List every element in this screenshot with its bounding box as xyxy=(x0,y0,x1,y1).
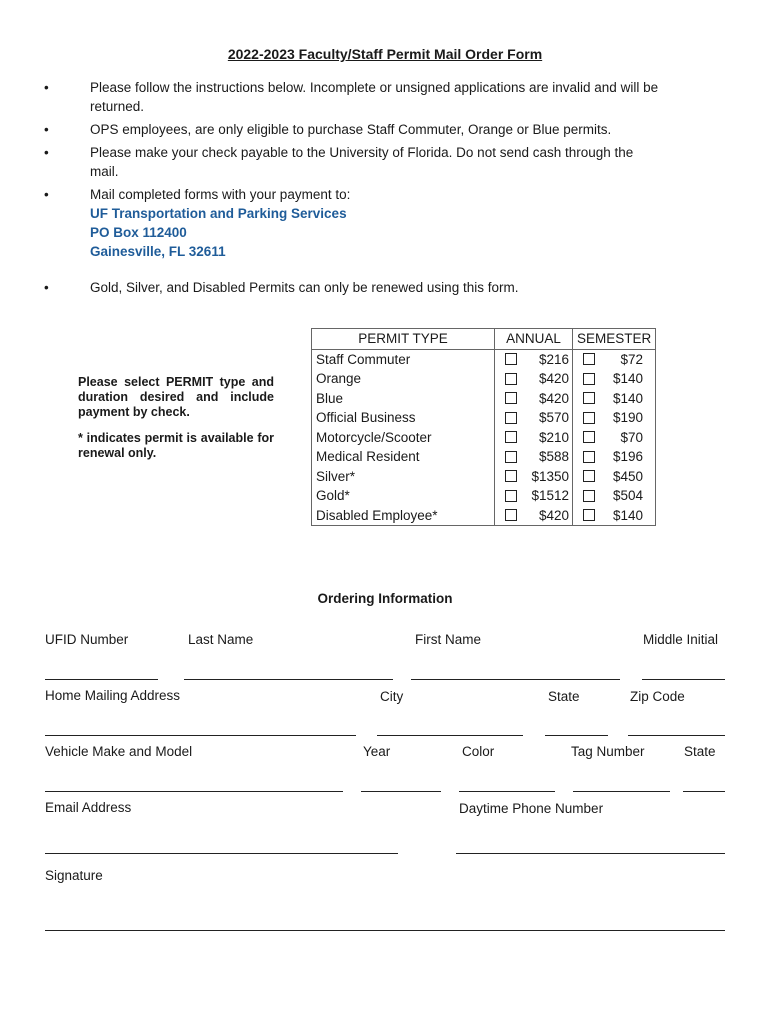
annual-checkbox[interactable] xyxy=(505,412,517,424)
semester-checkbox[interactable] xyxy=(583,431,595,443)
header-annual: ANNUAL xyxy=(495,329,573,350)
semester-cell xyxy=(573,349,656,369)
permit-type: Staff Commuter xyxy=(312,349,495,369)
annual-checkbox[interactable] xyxy=(505,509,517,521)
table-row xyxy=(312,486,656,506)
instruction-text: OPS employees, are only eligible to purchase Staff Commuter, Orange or Blue permits. xyxy=(90,122,612,137)
permit-type: Official Business xyxy=(312,408,495,428)
annual-price: $588 xyxy=(538,449,569,465)
semester-price: $450 xyxy=(612,468,643,484)
annual-cell xyxy=(495,389,573,409)
annual-price: $1350 xyxy=(531,468,569,484)
semester-checkbox[interactable] xyxy=(583,392,595,404)
semester-cell xyxy=(573,428,656,448)
table-row xyxy=(312,389,656,409)
color-label: Color xyxy=(462,744,495,759)
tag-state-field[interactable] xyxy=(683,791,725,792)
mailing-address-line1: UF Transportation and Parking Services xyxy=(90,206,347,221)
annual-price: $420 xyxy=(538,507,569,523)
annual-checkbox[interactable] xyxy=(505,373,517,385)
annual-price: $420 xyxy=(538,390,569,406)
annual-cell xyxy=(495,428,573,448)
ufid-field[interactable] xyxy=(45,679,158,680)
table-row xyxy=(312,349,656,369)
table-row xyxy=(312,447,656,467)
tag-state-label: State xyxy=(684,744,716,759)
semester-checkbox[interactable] xyxy=(583,490,595,502)
annual-price: $210 xyxy=(538,429,569,445)
semester-checkbox[interactable] xyxy=(583,509,595,521)
signature-field[interactable] xyxy=(45,930,725,931)
vehicle-label: Vehicle Make and Model xyxy=(45,744,193,759)
semester-cell xyxy=(573,506,656,526)
annual-price: $216 xyxy=(538,351,569,367)
semester-price: $140 xyxy=(612,371,643,387)
last-name-label: Last Name xyxy=(188,632,254,647)
email-label: Email Address xyxy=(45,800,132,815)
state-label: State xyxy=(548,689,580,704)
color-field[interactable] xyxy=(459,791,555,792)
semester-cell xyxy=(573,369,656,389)
semester-cell xyxy=(573,389,656,409)
instruction-text: Mail completed forms with your payment to: xyxy=(90,187,351,202)
instruction-text: Please make your check payable to the University of Florida. Do not send cash through the mail. xyxy=(90,145,634,179)
annual-checkbox[interactable] xyxy=(505,392,517,404)
phone-label: Daytime Phone Number xyxy=(459,801,604,816)
state-field[interactable] xyxy=(545,735,608,736)
permit-rows xyxy=(312,349,656,526)
bullet-glyph: • xyxy=(44,80,49,95)
annual-checkbox[interactable] xyxy=(505,431,517,443)
permit-type: Motorcycle/Scooter xyxy=(312,428,495,448)
annual-cell xyxy=(495,447,573,467)
semester-price: $70 xyxy=(620,429,643,445)
annual-checkbox[interactable] xyxy=(505,470,517,482)
instruction-text: Please follow the instructions below. Incomplete or unsigned applications are invalid and will be returned. xyxy=(90,80,659,114)
year-label: Year xyxy=(363,744,391,759)
annual-checkbox[interactable] xyxy=(505,353,517,365)
ordering-info-title: Ordering Information xyxy=(317,591,453,606)
annual-cell xyxy=(495,506,573,526)
home-address-label: Home Mailing Address xyxy=(45,688,181,703)
email-field[interactable] xyxy=(45,853,398,854)
middle-initial-label: Middle Initial xyxy=(643,632,719,647)
annual-price: $570 xyxy=(538,410,569,426)
semester-checkbox[interactable] xyxy=(583,373,595,385)
permit-type: Disabled Employee* xyxy=(312,506,495,526)
city-field[interactable] xyxy=(377,735,523,736)
permit-table xyxy=(311,328,656,526)
annual-cell xyxy=(495,349,573,369)
instruction-text: Gold, Silver, and Disabled Permits can only be renewed using this form. xyxy=(90,280,519,295)
table-header-row xyxy=(312,329,656,350)
ufid-label: UFID Number xyxy=(45,632,129,647)
annual-price: $1512 xyxy=(531,488,569,504)
permit-type: Silver* xyxy=(312,467,495,487)
tag-number-field[interactable] xyxy=(573,791,670,792)
vehicle-field[interactable] xyxy=(45,791,343,792)
city-label: City xyxy=(380,689,404,704)
semester-cell xyxy=(573,447,656,467)
first-name-field[interactable] xyxy=(411,679,620,680)
table-row xyxy=(312,369,656,389)
year-field[interactable] xyxy=(361,791,441,792)
semester-checkbox[interactable] xyxy=(583,470,595,482)
zip-field[interactable] xyxy=(628,735,725,736)
header-permit-type: PERMIT TYPE xyxy=(312,329,495,350)
annual-price: $420 xyxy=(538,371,569,387)
annual-cell xyxy=(495,369,573,389)
form-title: 2022-2023 Faculty/Staff Permit Mail Order Form xyxy=(227,46,543,62)
header-semester: SEMESTER xyxy=(573,329,656,350)
semester-price: $72 xyxy=(620,351,643,367)
semester-cell xyxy=(573,467,656,487)
table-row xyxy=(312,428,656,448)
permit-type: Blue xyxy=(312,389,495,409)
semester-price: $140 xyxy=(612,507,643,523)
permit-type: Gold* xyxy=(312,486,495,506)
table-row xyxy=(312,467,656,487)
permit-type: Orange xyxy=(312,369,495,389)
mailing-address-line3: Gainesville, FL 32611 xyxy=(90,244,226,259)
semester-cell xyxy=(573,408,656,428)
annual-cell xyxy=(495,486,573,506)
signature-label: Signature xyxy=(45,868,103,883)
permit-type: Medical Resident xyxy=(312,447,495,467)
table-row xyxy=(312,506,656,526)
annual-checkbox[interactable] xyxy=(505,490,517,502)
semester-price: $196 xyxy=(612,449,643,465)
home-address-field[interactable] xyxy=(45,735,356,736)
bullet-glyph: • xyxy=(44,145,49,160)
annual-cell xyxy=(495,467,573,487)
semester-checkbox[interactable] xyxy=(583,353,595,365)
semester-price: $190 xyxy=(612,410,643,426)
last-name-field[interactable] xyxy=(184,679,393,680)
bullet-glyph: • xyxy=(44,280,49,295)
bullet-glyph: • xyxy=(44,122,49,137)
bullet-glyph: • xyxy=(44,187,49,202)
first-name-label: First Name xyxy=(415,632,482,647)
annual-cell xyxy=(495,408,573,428)
semester-checkbox[interactable] xyxy=(583,451,595,463)
zip-label: Zip Code xyxy=(630,689,685,704)
middle-initial-field[interactable] xyxy=(642,679,725,680)
table-row xyxy=(312,408,656,428)
annual-checkbox[interactable] xyxy=(505,451,517,463)
phone-field[interactable] xyxy=(456,853,725,854)
tag-number-label: Tag Number xyxy=(571,744,645,759)
mailing-address-line2: PO Box 112400 xyxy=(90,225,187,240)
semester-checkbox[interactable] xyxy=(583,412,595,424)
select-instructions: Please select PERMIT type and duration desired and include payment by check. xyxy=(78,375,274,419)
semester-price: $140 xyxy=(612,390,643,406)
renewal-note: * indicates permit is available for renewal only. xyxy=(78,431,274,460)
semester-cell xyxy=(573,486,656,506)
semester-price: $504 xyxy=(612,488,643,504)
